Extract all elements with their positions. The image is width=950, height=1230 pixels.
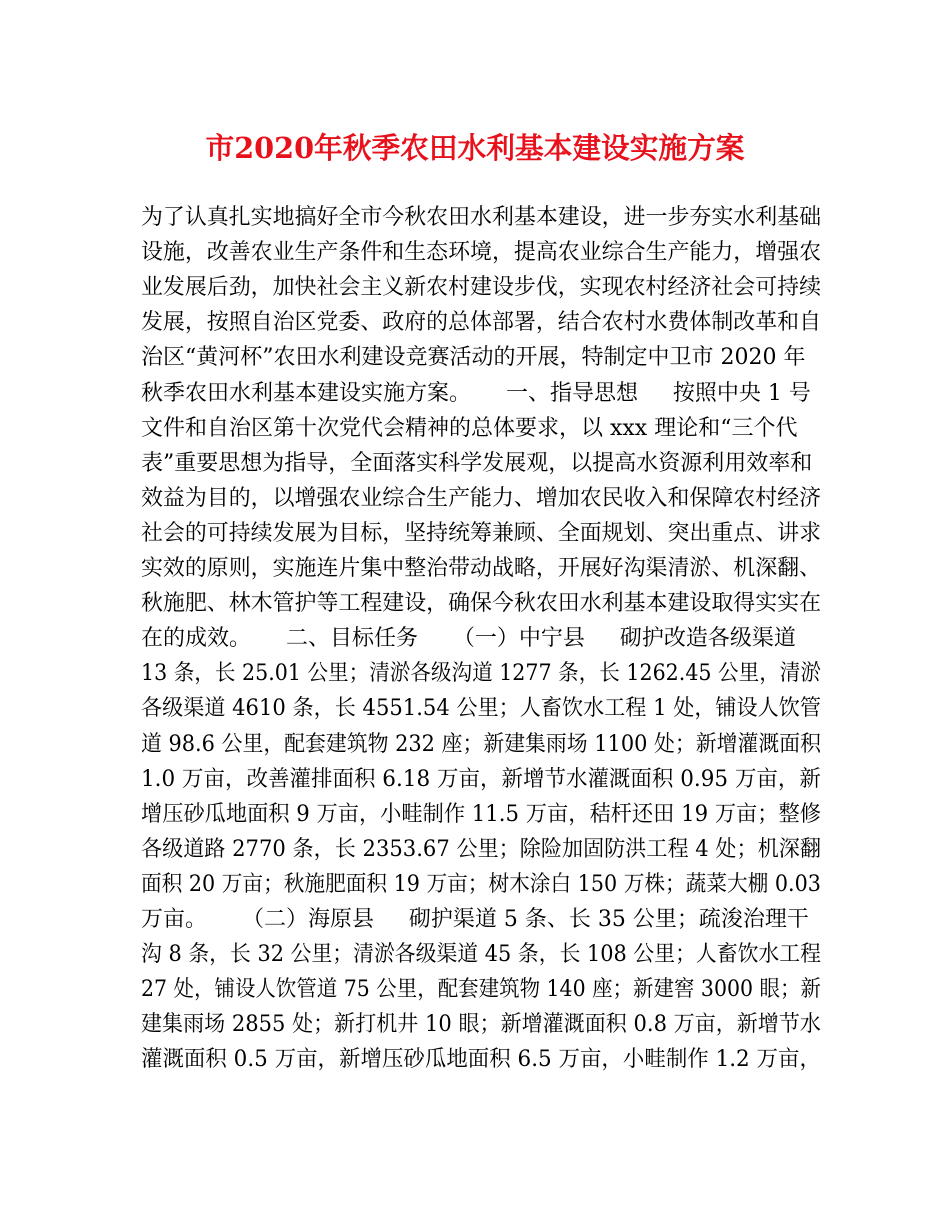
body-text-line: 各级渠道 4610 条，长 4551.54 公里；人畜饮水工程 1 处，铺设人饮管 — [141, 696, 821, 722]
body-text-line: 设施，改善农业生产条件和生态环境，提高农业综合生产能力，增强农 — [141, 240, 822, 266]
body-text-line: 实效的原则，实施连片集中整治带动战略，开展好沟渠清淤、机深翻、 — [141, 556, 822, 581]
body-text-line: 道 98.6 公里，配套建筑物 232 座；新建集雨场 1100 处；新增灌溉面积 — [141, 731, 821, 757]
body-text-line: 在的成效。 二、目标任务 （一）中宁县 砌护改造各级渠道 — [141, 626, 796, 652]
body-text-line: 增压砂瓜地面积 9 万亩，小畦制作 11.5 万亩，秸杆还田 19 万亩；整修 — [141, 801, 821, 827]
body-text-line: 治区“黄河杯”农田水利建设竞赛活动的开展，特制定中卫市 2020 年 — [141, 345, 806, 371]
body-text-line: 发展，按照自治区党委、政府的总体部署，结合农村水费体制改革和自 — [141, 310, 822, 336]
body-text-line: 13 条，长 25.01 公里；清淤各级沟道 1277 条，长 1262.45 公里，清淤 — [141, 661, 821, 687]
body-text-line: 文件和自治区第十次党代会精神的总体要求，以 xxx 理论和“三个代 — [141, 415, 798, 441]
body-text-line: 面积 20 万亩；秋施肥面积 19 万亩；树木涂白 150 万株；蔬菜大棚 0.03 — [141, 871, 821, 897]
body-text-line: 社会的可持续发展为目标，坚持统筹兼顾、全面规划、突出重点、讲求 — [141, 520, 822, 546]
body-text-line: 秋施肥、林木管护等工程建设，确保今秋农田水利基本建设取得实实在 — [141, 591, 822, 617]
body-text-line: 1.0 万亩，改善灌排面积 6.18 万亩，新增节水灌溉面积 0.95 万亩，新 — [141, 766, 821, 792]
body-text-line: 灌溉面积 0.5 万亩，新增压砂瓜地面积 6.5 万亩，小畦制作 1.2 万亩， — [141, 1047, 821, 1073]
body-text-line: 秋季农田水利基本建设实施方案。 一、指导思想 按照中央 1 号 — [141, 380, 811, 406]
body-text-line: 业发展后劲，加快社会主义新农村建设步伐，实现农村经济社会可持续 — [141, 275, 822, 301]
body-text-line: 效益为目的，以增强农业综合生产能力、增加农民收入和保障农村经济 — [141, 485, 822, 511]
body-text-line: 为了认真扎实地搞好全市今秋农田水利基本建设，进一步夯实水利基础 — [141, 205, 822, 230]
body-text-line: 27 处，铺设人饮管道 75 公里，配套建筑物 140 座；新建窖 3000 眼；新 — [141, 977, 821, 1003]
body-text-line: 万亩。 （二）海原县 砌护渠道 5 条、长 35 公里；疏浚治理干 — [141, 907, 809, 932]
body-text-line: 表”重要思想为指导，全面落实科学发展观，以提高水资源利用效率和 — [141, 450, 813, 476]
body-text-line: 各级道路 2770 条，长 2353.67 公里；除险加固防洪工程 4 处；机深翻 — [141, 836, 821, 862]
body-text-line: 建集雨场 2855 处；新打机井 10 眼；新增灌溉面积 0.8 万亩，新增节水 — [141, 1012, 821, 1038]
document-title: 市2020年秋季农田水利基本建设实施方案 — [205, 131, 745, 165]
body-text-line: 沟 8 条，长 32 公里；清淤各级渠道 45 条，长 108 公里；人畜饮水工程 — [141, 942, 821, 968]
